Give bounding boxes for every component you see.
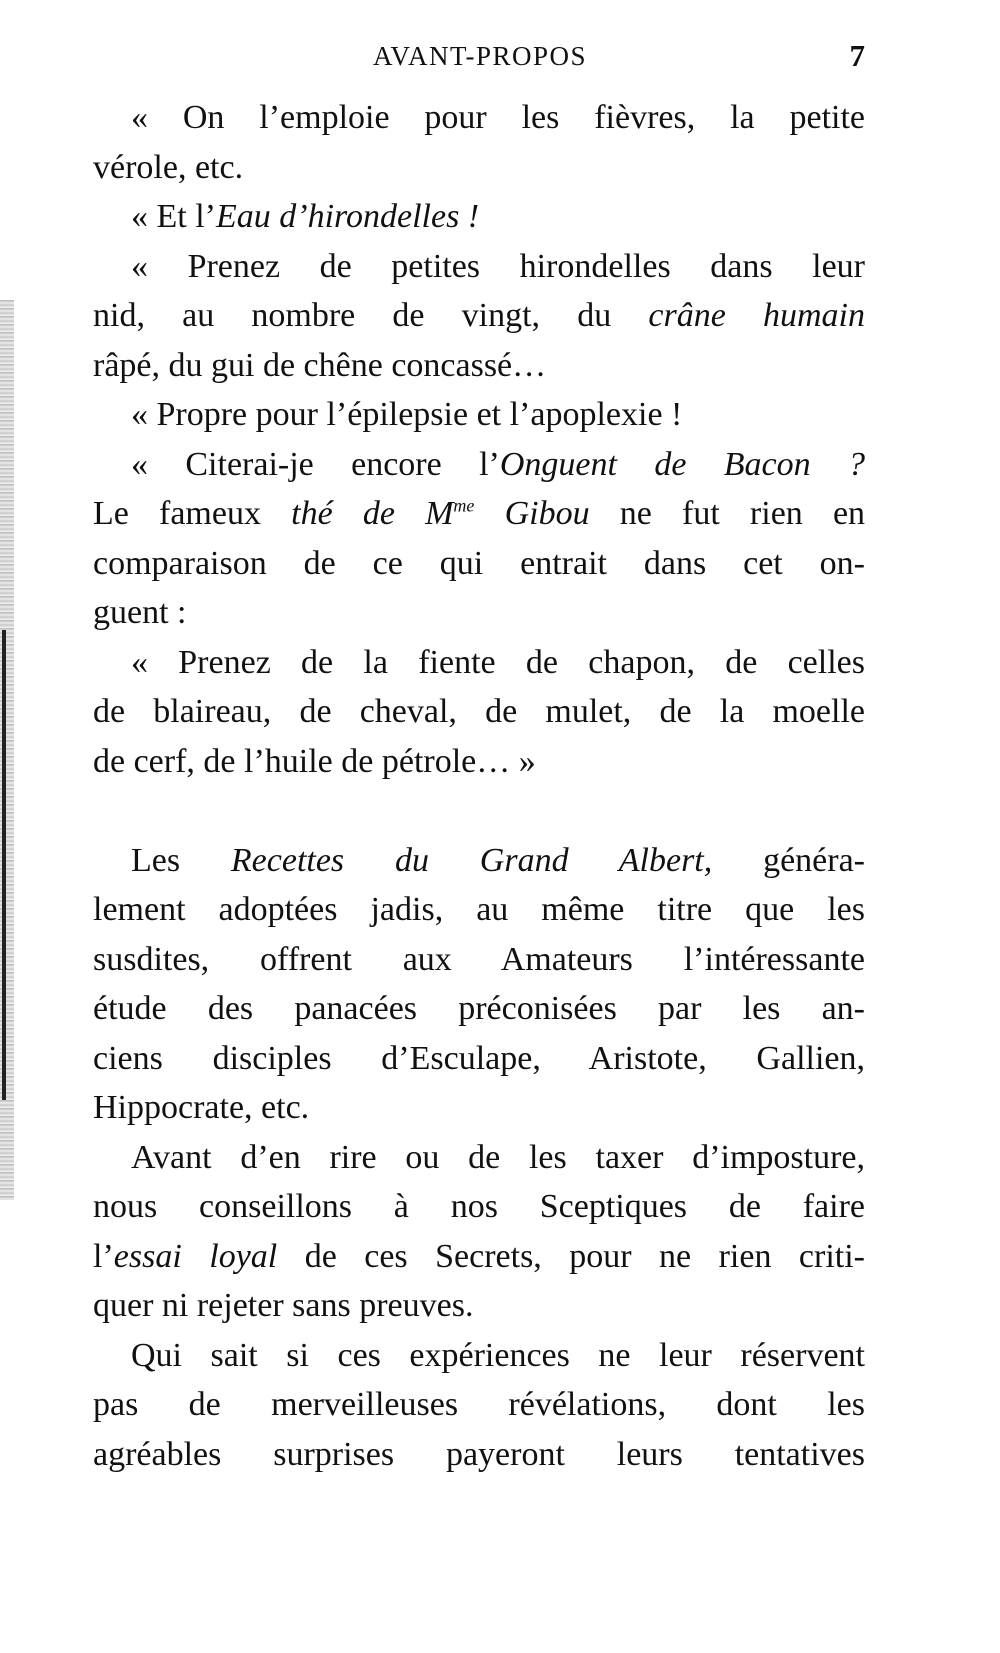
page-header	[95, 36, 865, 76]
text-line: « Prenez de petites hirondelles dans leur	[131, 247, 865, 285]
text-line: agréables surprises payeront leurs tentatives	[93, 1435, 865, 1473]
text-line: râpé, du gui de chêne concassé…	[93, 346, 547, 384]
binding-edge	[2, 630, 6, 1100]
text-line: de cerf, de l’huile de pétrole… »	[93, 742, 536, 780]
text-line: « Et l’Eau d’hirondelles !	[131, 198, 480, 235]
page-number: 7	[849, 38, 865, 73]
text-line: ciens disciples d’Esculape, Aristote, Gallien,	[93, 1039, 865, 1077]
text-line: pas de merveilleuses révélations, dont les	[93, 1386, 865, 1423]
text-line: lement adoptées jadis, au même titre que les	[93, 891, 865, 928]
text-line: nid, au nombre de vingt, du crâne humain	[93, 297, 865, 334]
text-line: vérole, etc.	[93, 148, 244, 186]
text-line: nous conseillons à nos Sceptiques de faire	[93, 1188, 865, 1225]
text-line: de blaireau, de cheval, de mulet, de la moelle	[93, 693, 865, 730]
text-line: Les Recettes du Grand Albert, généra-	[131, 841, 865, 879]
text-line: l’essai loyal de ces Secrets, pour ne rien criti-	[93, 1237, 865, 1275]
text-line: étude des panacées préconisées par les an-	[93, 990, 865, 1027]
text-line: comparaison de ce qui entrait dans cet on-	[93, 544, 865, 582]
text-line: susdites, offrent aux Amateurs l’intéressante	[93, 940, 865, 978]
text-line: quer ni rejeter sans preuves.	[93, 1287, 474, 1324]
text-line: « Propre pour l’épilepsie et l’apoplexie !	[131, 396, 683, 433]
text-line: guent :	[93, 594, 187, 631]
running-title: AVANT-PROPOS	[372, 41, 588, 71]
text-line: Le fameux thé de $M^{me}$ Gibou ne fut rien en	[93, 495, 866, 532]
text-line: « Prenez de la fiente de chapon, de celles	[131, 643, 865, 681]
text-line: Hippocrate, etc.	[93, 1089, 310, 1126]
text-line: « On l’emploie pour les fièvres, la petite	[131, 99, 865, 136]
text-line: Qui sait si ces expériences ne leur réservent	[131, 1336, 865, 1374]
paragraph-gap	[93, 786, 865, 836]
text-line: « Citerai-je encore l’Onguent de Bacon ?	[131, 445, 866, 483]
body-text	[93, 93, 865, 1479]
text-line: Avant d’en rire ou de les taxer d’imposture,	[131, 1138, 865, 1176]
